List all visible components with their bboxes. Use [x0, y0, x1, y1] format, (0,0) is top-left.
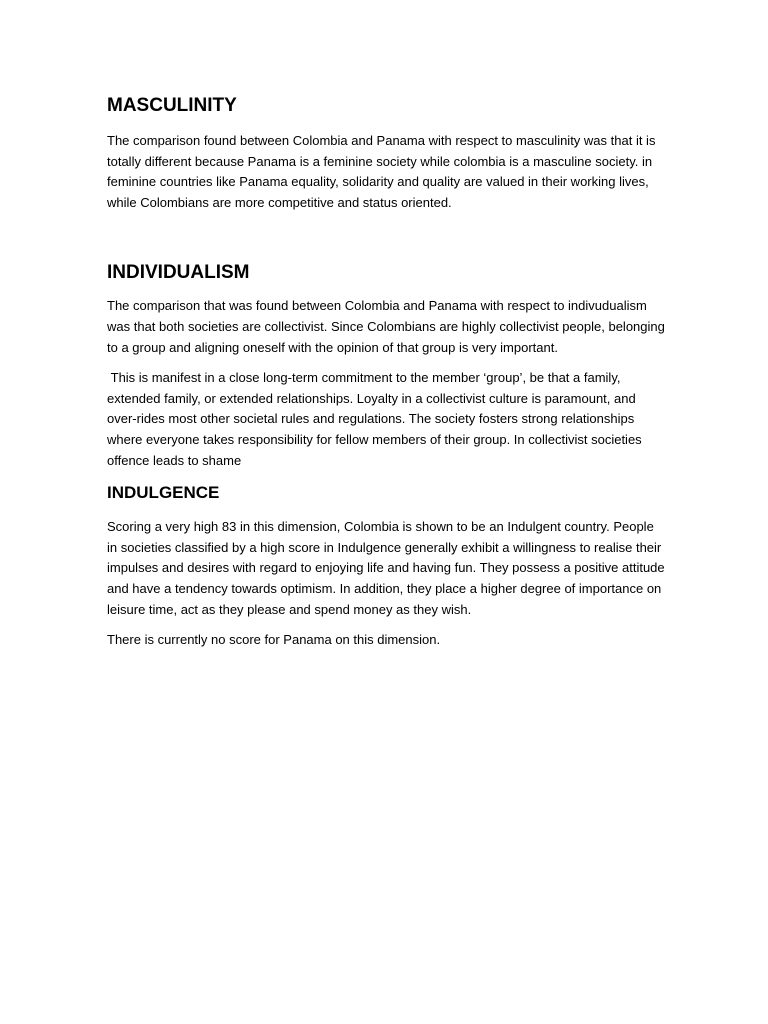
heading-individualism: INDIVIDUALISM	[107, 262, 250, 284]
paragraph-indulgence-1: Scoring a very high 83 in this dimension, Colombia is shown to be an Indulgent country. People in societies classified by a high score in Indulgence generally exhibit a willingness to realise their impulses and desires with regard to enjoying life and having fun. They possess a positive attitude and have a tendency towards optimism. In addition, they place a higher degree of importance on leisure time, act as they please and spend money as they wish.	[107, 519, 665, 617]
paragraph-individualism-1: The comparison that was found between Colombia and Panama with respect to indivudualism was that both societies are collectivist. Since Colombians are highly collectivist people, belonging to a group and aligning oneself with the opinion of that group is very important.	[107, 298, 665, 355]
heading-indulgence: INDULGENCE	[107, 483, 220, 503]
document-page	[107, 94, 667, 651]
heading-masculinity: MASCULINITY	[107, 95, 237, 116]
paragraph-individualism-2: This is manifest in a close long-term commitment to the member ‘group’, be that a family, extended family, or extended relationships. Loyalty in a collectivist culture is paramount, and over-rides most other societal rules and regulations. The society fosters strong relationships where everyone takes responsibility for fellow members of their group. In collectivist societies offence leads to shame	[107, 370, 646, 468]
paragraph-masculinity: The comparison found between Colombia and Panama with respect to masculinity was that it is totally different because Panama is a feminine society while colombia is a masculine society. in feminine countries like Panama equality, solidarity and quality are valued in their working lives, while Colombians are more competitive and status oriented.	[107, 133, 656, 210]
paragraph-indulgence-2: There is currently no score for Panama on this dimension.	[107, 632, 441, 648]
